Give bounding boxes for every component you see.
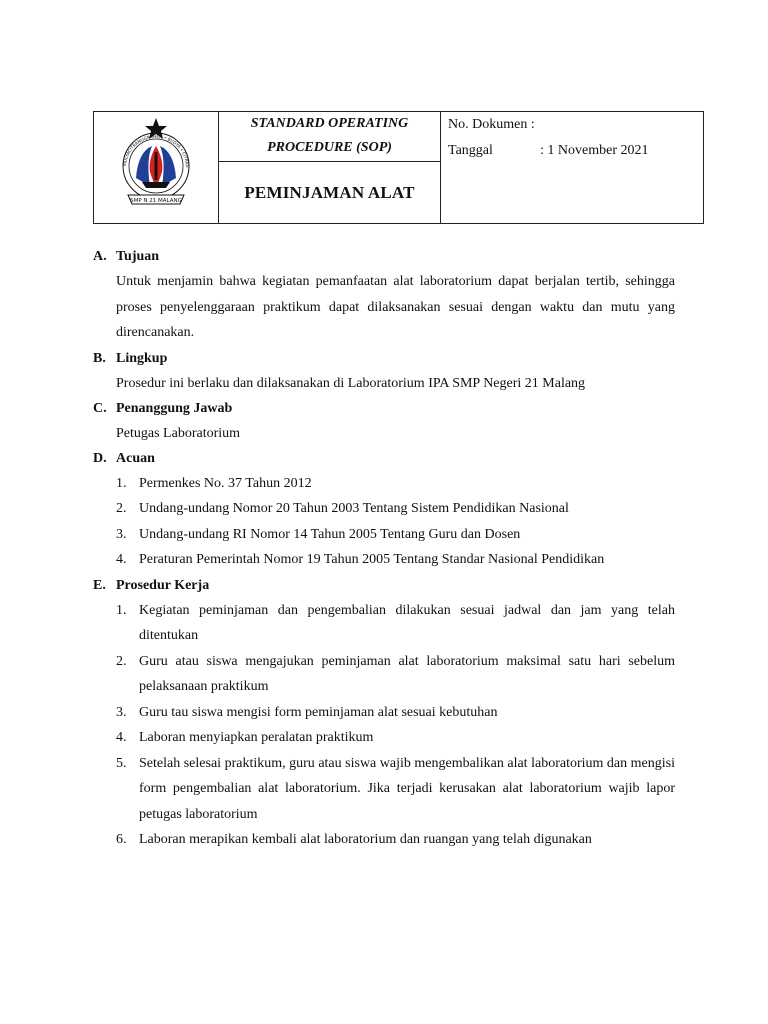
section-e-list	[93, 598, 675, 853]
section-a-text: Untuk menjamin bahwa kegiatan pemanfaatan alat laboratorium dapat berjalan tertib, sehingga proses penyelenggaraan praktikum dapat dilaksanakan sesuai dengan waktu dan mutu yang direncanakan.	[116, 274, 675, 340]
section-b-text: Prosedur ini berlaku dan dilaksanakan di Laboratorium IPA SMP Negeri 21 Malang	[116, 375, 586, 391]
list-text: Permenkes No. 37 Tahun 2012	[139, 475, 312, 491]
list-text: Setelah selesai praktikum, guru atau siswa wajib mengembalikan alat laboratorium dan mengisi form pengembalian alat laboratorium. Jika terjadi kerusakan alat laboratorium wajib lapor petugas laboratorium	[139, 755, 675, 822]
list-item	[93, 649, 675, 700]
list-text: Laboran merapikan kembali alat laboratorium dan ruangan yang telah digunakan	[139, 832, 592, 847]
date-value: : 1 November 2021	[540, 143, 649, 158]
list-text: Peraturan Pemerintah Nomor 19 Tahun 2005 Tentang Standar Nasional Pendidikan	[139, 552, 605, 567]
section-d-heading	[93, 446, 675, 471]
date-label: Tanggal	[448, 143, 493, 158]
logo-cell	[94, 112, 219, 224]
list-number: 6.	[116, 832, 127, 847]
list-number: 4.	[116, 730, 127, 745]
logo-motto-text: MULYACITRANUGRAHEN • BUDYA • CITRAS	[123, 134, 190, 168]
list-number: 4.	[116, 552, 127, 567]
section-letter: C.	[93, 400, 107, 416]
list-text: Laboran menyiapkan peralatan praktikum	[139, 730, 374, 745]
section-letter: B.	[93, 350, 106, 366]
list-number: 3.	[116, 526, 127, 542]
list-text: Undang-undang RI Nomor 14 Tahun 2005 Tentang Guru dan Dosen	[139, 526, 521, 542]
list-item	[93, 496, 675, 522]
list-text: Kegiatan peminjaman dan pengembalian dilakukan sesuai jadwal dan jam yang telah ditentukan	[139, 602, 675, 643]
list-item	[93, 725, 675, 751]
sop-title	[219, 112, 440, 162]
sop-title-line1: STANDARD OPERATING	[250, 116, 409, 131]
list-item	[93, 598, 675, 649]
school-emblem-icon	[106, 116, 206, 216]
list-number: 5.	[116, 755, 127, 771]
date-row	[448, 138, 703, 164]
meta-cell	[441, 112, 704, 224]
section-letter: E.	[93, 577, 106, 593]
section-c-heading	[93, 396, 675, 421]
sop-header-table	[93, 111, 704, 224]
list-number: 2.	[116, 501, 127, 516]
section-a-heading	[93, 244, 675, 269]
list-text: Guru tau siswa mengisi form peminjaman alat sesuai kebutuhan	[139, 704, 498, 720]
list-item	[93, 522, 675, 548]
doc-number-label: No. Dokumen :	[448, 117, 535, 132]
list-item	[93, 547, 675, 573]
list-item	[93, 827, 675, 853]
section-title: Penanggung Jawab	[116, 400, 233, 416]
section-b-heading	[93, 346, 675, 371]
section-d-list	[93, 471, 675, 573]
list-number: 1.	[116, 602, 127, 618]
section-title: Lingkup	[116, 350, 168, 366]
list-item	[93, 471, 675, 497]
title-cell	[219, 112, 441, 224]
list-number: 2.	[116, 653, 127, 669]
sop-title-line2: PROCEDURE (SOP)	[267, 140, 392, 155]
list-number: 1.	[116, 475, 127, 491]
list-item	[93, 700, 675, 726]
logo-banner-text: SMP N 21 MALANG	[130, 198, 182, 204]
document-body	[93, 244, 675, 853]
doc-number-row	[448, 112, 703, 138]
section-title: Acuan	[116, 450, 155, 466]
list-number: 3.	[116, 704, 127, 720]
list-text: Undang-undang Nomor 20 Tahun 2003 Tentang Sistem Pendidikan Nasional	[139, 501, 569, 516]
section-title: Prosedur Kerja	[116, 577, 210, 593]
section-letter: A.	[93, 249, 107, 264]
document-title: PEMINJAMAN ALAT	[244, 183, 415, 202]
list-item	[93, 751, 675, 828]
list-text: Guru atau siswa mengajukan peminjaman alat laboratorium maksimal satu hari sebelum pelaksanaan praktikum	[139, 653, 675, 694]
section-c-text: Petugas Laboratorium	[116, 425, 241, 441]
section-letter: D.	[93, 450, 107, 466]
section-e-heading	[93, 573, 675, 598]
section-title: Tujuan	[116, 249, 160, 264]
